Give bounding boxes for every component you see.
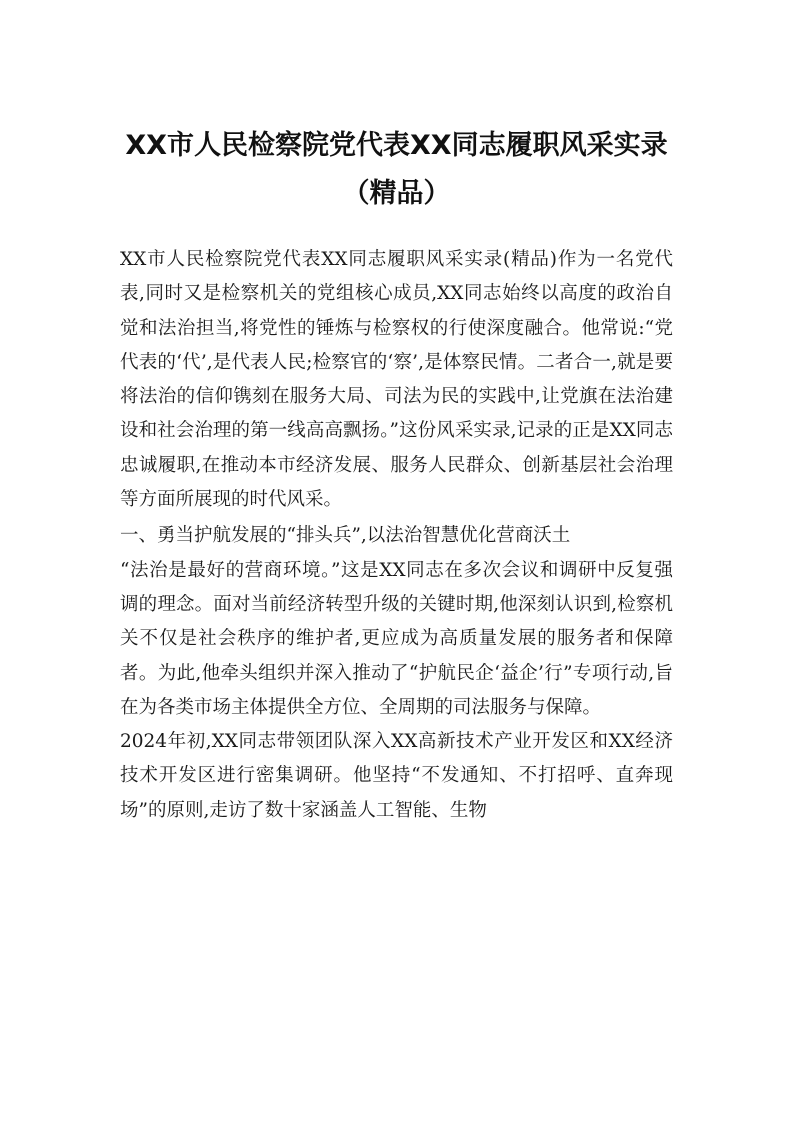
document-body bbox=[120, 243, 673, 828]
section-paragraph-2: 2024年初,XX同志带领团队深入XX高新技术产业开发区和XX经济技术开发区进行密集调研。他坚持“不发通知、不打招呼、直奔现场”的原则,走访了数十家涵盖人工智能、生物 bbox=[120, 731, 673, 821]
document-title: XX市人民检察院党代表XX同志履职风采实录（精品） bbox=[125, 130, 668, 209]
section-paragraph-1: “法治是最好的营商环境。”这是XX同志在多次会议和调研中反复强调的理念。面对当前经济转型升级的关键时期,他深刻认识到,检察机关不仅是社会秩序的维护者,更应成为高质量发展的服务者和保障者。为此,他牵头组织并深入推动了“护航民企‘益企’行”专项行动,旨在为各类市场主体提供全方位、全周期的司法服务与保障。 bbox=[120, 559, 673, 718]
intro-paragraph: XX市人民检察院党代表XX同志履职风采实录(精品)作为一名党代表,同时又是检察机关的党组核心成员,XX同志始终以高度的政治自觉和法治担当,将党性的锤炼与检察权的行使深度融合。他常说:“党代表的‘代’,是代表人民;检察官的‘察’,是体察民情。二者合一,就是要将法治的信仰镌刻在服务大局、司法为民的实践中,让党旗在法治建设和社会治理的第一线高高飘扬。”这份风采实录,记录的正是XX同志忠诚履职,在推动本市经济发展、服务人民群众、创新基层社会治理等方面所展现的时代风采。 bbox=[120, 249, 673, 511]
section-heading-1: 一、勇当护航发展的“排头兵”,以法治智慧优化营商沃土 bbox=[120, 525, 571, 547]
